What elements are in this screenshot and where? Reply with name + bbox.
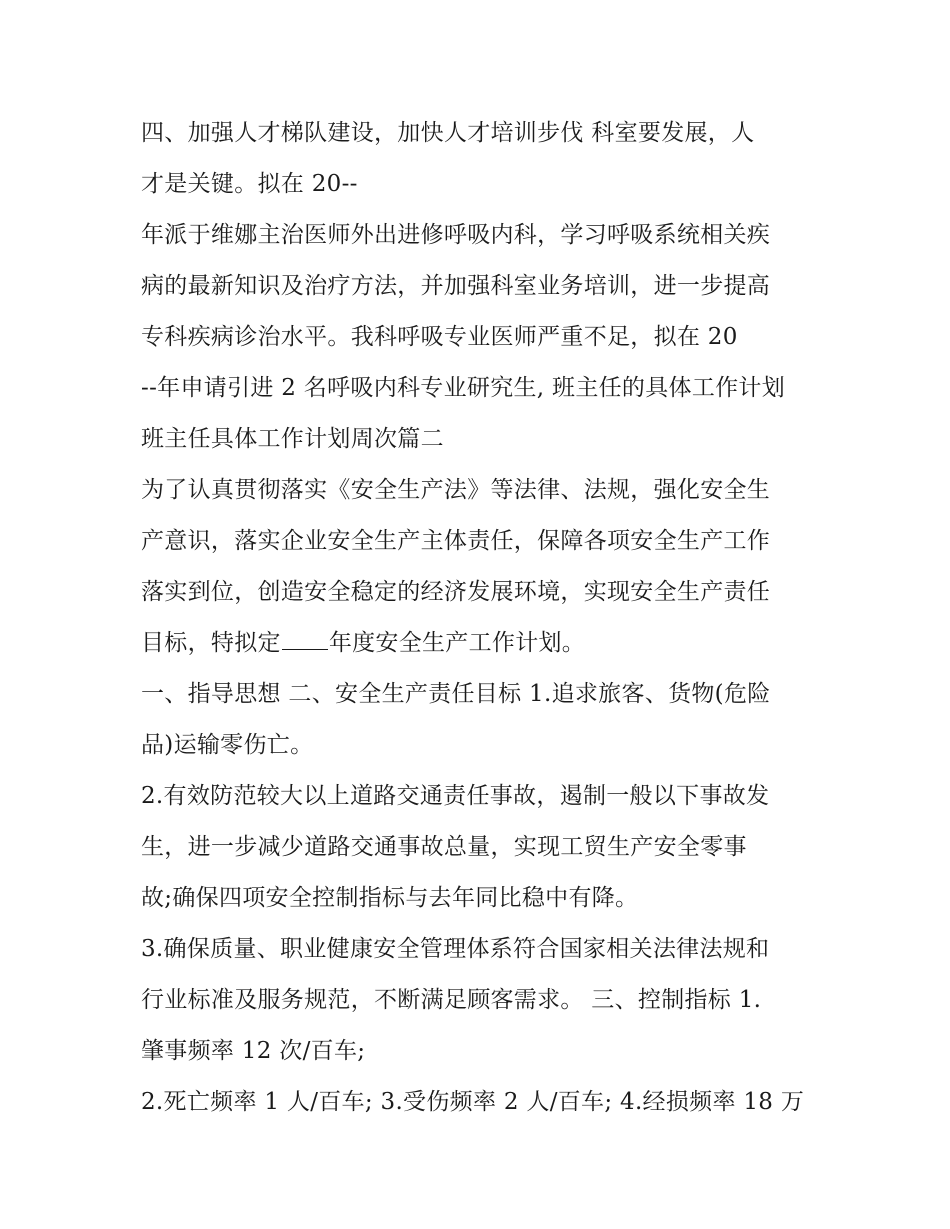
target-line [141, 618, 821, 669]
text-line: 落实到位，创造安全稳定的经济发展环境，实现安全生产责任 [141, 579, 771, 605]
text-line: 生，进一步减少道路交通事故总量，实现工贸生产安全零事 [141, 834, 747, 860]
text-line: 四、加强人才梯队建设，加快人才培训步伐 科室要发展，人 [141, 120, 755, 146]
text-line: 2.死亡频率 1 人/百车; 3.受伤频率 2 人/百车; 4.经损频率 18 万 [141, 1089, 805, 1115]
text-line: 病的最新知识及治疗方法，并加强科室业务培训，进一步提高 [141, 273, 771, 299]
text-line: 才是关键。拟在 20-- [141, 171, 358, 197]
text-line: 2.有效防范较大以上道路交通责任事故，遏制一般以下事故发 [141, 783, 770, 809]
document-body [141, 108, 821, 1128]
text-line: 一、指导思想 二、安全生产责任目标 1.追求旅客、货物(危险 [141, 681, 771, 707]
text-line: 产意识，落实企业安全生产主体责任，保障各项安全生产工作 [141, 528, 771, 554]
text-line: 3.确保质量、职业健康安全管理体系符合国家相关法律法规和 [141, 936, 770, 962]
fill-in-blank [282, 631, 328, 650]
text-line: 故;确保四项安全控制指标与去年同比稳中有降。 [141, 885, 639, 911]
target-line-before: 目标，特拟定 [141, 630, 281, 656]
text-line: 肇事频率 12 次/百车; [141, 1038, 366, 1064]
text-line: 年派于维娜主治医师外出进修呼吸内科，学习呼吸系统相关疾 [141, 222, 771, 248]
target-line-after: 年度安全生产工作计划。 [328, 630, 586, 656]
text-line: 行业标准及服务规范，不断满足顾客需求。 三、控制指标 1. [141, 987, 762, 1013]
text-line: --年申请引进 2 名呼吸内科专业研究生, 班主任的具体工作计划 [141, 375, 786, 401]
text-line: 专科疾病诊治水平。我科呼吸专业医师严重不足，拟在 20 [141, 324, 738, 350]
text-line: 班主任具体工作计划周次篇二 [141, 426, 444, 452]
text-line: 为了认真贯彻落实《安全生产法》等法律、法规，强化安全生 [141, 477, 771, 503]
text-line: 品)运输零伤亡。 [141, 732, 314, 758]
